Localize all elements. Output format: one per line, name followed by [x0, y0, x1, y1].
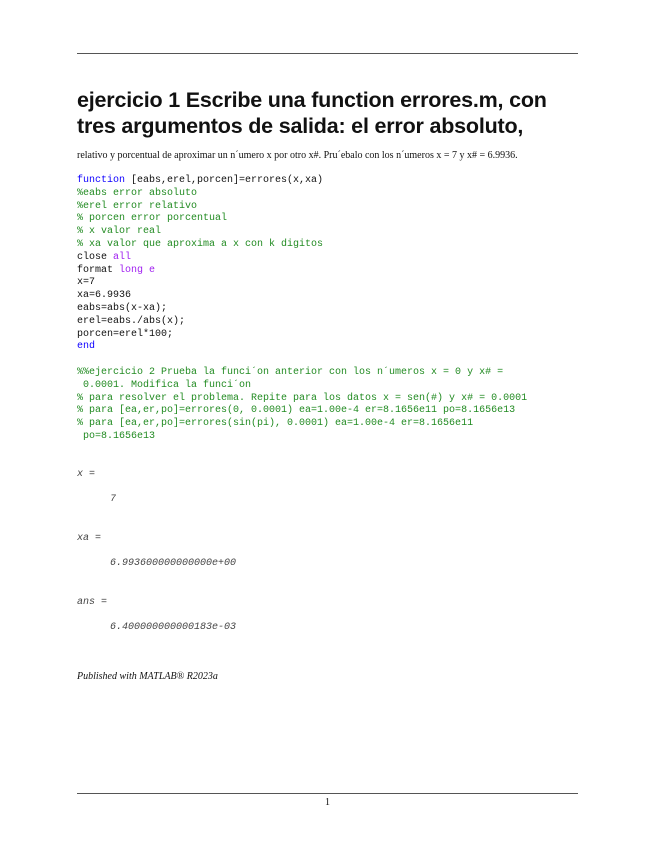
code-string-long-e: long e: [119, 264, 156, 276]
code2-comment-2: 0.0001. Modifica la funci´on: [77, 379, 252, 391]
code-comment-5: % x valor real: [77, 226, 162, 238]
output-xa-label: xa =: [77, 533, 102, 544]
code-string-all: all: [113, 251, 132, 263]
code-keyword-end: end: [77, 341, 96, 353]
code2-comment-1: %%ejercicio 2 Prueba la funci´on anterior con los n´umeros x = 0 y x# =: [77, 367, 504, 378]
output-ans-label: ans =: [77, 597, 108, 608]
code-comment-2: %eabs error absoluto: [77, 187, 198, 199]
code2-comment-6: po=8.1656e13: [77, 430, 156, 442]
code2-comment-4: % para [ea,er,po]=errores(0, 0.0001) ea=1.00e-4 er=8.1656e11 po=8.1656e13: [77, 405, 516, 417]
code2-comment-3: % para resolver el problema. Repite para los datos x = sen(#) y x# = 0.0001: [77, 392, 528, 404]
code-comment-3: %erel error relativo: [77, 200, 198, 212]
output-xa-value: 6.993600000000000e+00: [110, 558, 237, 569]
footer-rule: [77, 793, 578, 794]
code-block-function: [77, 175, 323, 354]
code-keyword-function: function: [77, 175, 126, 186]
page-number: 1: [325, 797, 330, 808]
code-block-exercise-2: [77, 367, 527, 444]
code2-comment-5: % para [ea,er,po]=errores(sin(pi), 0.0001) ea=1.00e-4 er=8.1656e11: [77, 418, 474, 430]
published-footer: Published with MATLAB® R2023a: [77, 671, 218, 682]
header-rule: [77, 53, 578, 54]
code-line-13: porcen=erel*100;: [77, 328, 174, 340]
output-ans-value: 6.400000000000183e-03: [110, 622, 237, 633]
code-line-10: xa=6.9936: [77, 290, 132, 302]
code-line-7: close: [77, 251, 114, 263]
output-x-label: x =: [77, 469, 96, 480]
intro-paragraph: relativo y porcentual de aproximar un n´umero x por otro x#. Pru´ebalo con los n´umeros x = 7 y x# = 6.9936.: [77, 150, 518, 161]
code-line-9: x=7: [77, 277, 96, 289]
code-line-8: format: [77, 264, 120, 276]
code-line-1: [eabs,erel,porcen]=errores(x,xa): [125, 175, 324, 186]
code-comment-6: % xa valor que aproxima a x con k digitos: [77, 238, 324, 250]
code-line-11: eabs=abs(x-xa);: [77, 302, 168, 314]
output-x-value: 7: [110, 494, 117, 505]
code-comment-4: % porcen error porcentual: [77, 213, 228, 225]
page-title: ejercicio 1 Escribe una function errores.m, con tres argumentos de salida: el error absoluto,: [77, 88, 547, 138]
code-line-12: erel=eabs./abs(x);: [77, 315, 186, 327]
